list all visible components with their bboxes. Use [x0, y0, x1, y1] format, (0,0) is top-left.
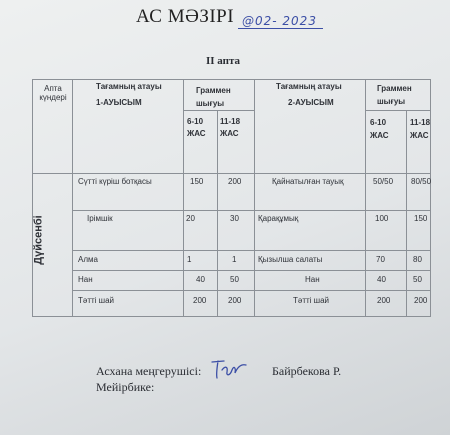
- row2-g1b: 30: [230, 214, 239, 223]
- row3-g1a: 1: [187, 255, 192, 264]
- row1-dish1: Сүтті күріш ботқасы: [78, 177, 152, 186]
- row3-g2a: 70: [376, 255, 385, 264]
- nurse-label: Мейірбике:: [96, 380, 155, 394]
- row4-g2b: 50: [413, 275, 422, 284]
- row3-g2b: 80: [413, 255, 422, 264]
- row4-g1a: 40: [196, 275, 205, 284]
- row3-dish1: Алма: [78, 255, 98, 264]
- handwritten-date: @02- 2023: [238, 14, 323, 29]
- signature-image: [208, 356, 252, 382]
- header-dish-2: Тағамның атауы: [276, 82, 342, 91]
- row3-dish2: Қызылша салаты: [258, 255, 323, 264]
- row4-dish2: Нан: [305, 275, 320, 284]
- row2-dish1: Ірімшік: [87, 214, 113, 223]
- row4-g1b: 50: [230, 275, 239, 284]
- header-age-11-18-b: 11-18 ЖАС: [410, 118, 431, 140]
- row5-g2a: 200: [377, 296, 391, 305]
- row4-g2a: 40: [377, 275, 386, 284]
- row2-g1a: 20: [186, 214, 195, 223]
- row2-g2a: 100: [375, 214, 389, 223]
- row1-g2b: 80/50: [411, 177, 432, 186]
- head-cook-name: Байрбекова Р.: [272, 364, 342, 378]
- row4-dish1: Нан: [78, 275, 93, 284]
- head-cook-label: Асхана меңгерушісі:: [96, 364, 202, 378]
- day-cell: [27, 210, 51, 270]
- row5-dish2: Тәтті шай: [293, 296, 329, 305]
- row5-dish1: Тәтті шай: [78, 296, 114, 305]
- menu-title: АС МӘЗІРІ: [136, 6, 235, 27]
- row5-g2b: 200: [414, 296, 428, 305]
- row5-g1b: 200: [228, 296, 242, 305]
- row2-g2b: 150: [414, 214, 428, 223]
- row5-g1a: 200: [193, 296, 207, 305]
- row1-g1b: 200: [228, 177, 242, 186]
- header-shift-1: 1-АУЫСЫМ: [96, 98, 142, 107]
- row1-g2a: 50/50: [373, 177, 394, 186]
- row1-g1a: 150: [190, 177, 204, 186]
- week-label: II апта: [206, 55, 241, 67]
- row3-g1b: 1: [232, 255, 237, 264]
- day-label: Дүйсенбі: [33, 215, 46, 265]
- header-age-11-18-a: 11-18 ЖАС: [220, 117, 241, 138]
- header-dish-1: Тағамның атауы: [96, 82, 162, 91]
- header-shift-2: 2-АУЫСЫМ: [288, 98, 334, 107]
- row1-dish2: Қайнатылған тауық: [272, 177, 344, 186]
- header-day: Апта күндері: [39, 84, 67, 102]
- header-gram-1: Граммен шығуы: [196, 86, 231, 108]
- row2-dish2: Қарақұмық: [258, 214, 299, 223]
- header-age-6-10-a: 6-10 ЖАС: [187, 117, 206, 138]
- header-gram-2: Граммен шығуы: [377, 84, 412, 106]
- header-age-6-10-b: 6-10 ЖАС: [370, 118, 389, 140]
